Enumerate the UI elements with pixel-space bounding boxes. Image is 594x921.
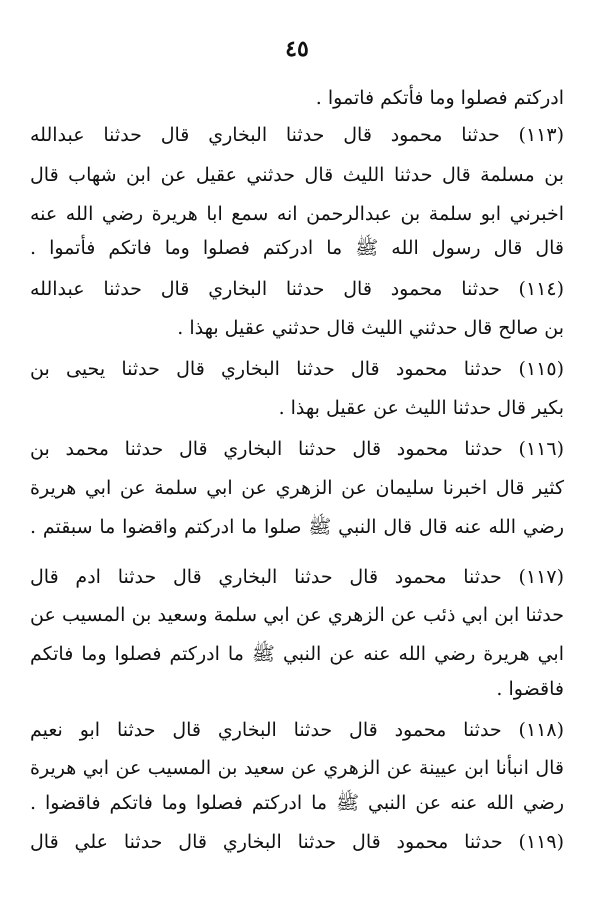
text-line: بن صالح قال حدثني الليث قال حدثني عقيل بهذا . [177,317,564,339]
text-line: قال انبأنا ابن عيينة عن الزهري عن سعيد بن المسيب عن ابي هريرة [30,757,564,779]
text-line: كثير قال اخبرنا سليمان عن الزهري عن ابي سلمة عن ابي هريرة [30,477,564,499]
text-line: قال قال رسول الله ﷺ ما ادركتم فصلوا وما فاتكم فأتموا . [30,237,564,259]
hadith-116-heading: (١١٦) حدثنا محمود قال حدثنا البخاري قال حدثنا محمد بن [30,438,564,460]
text-line: ابي هريرة رضي الله عنه عن النبي ﷺ ما ادركتم فصلوا وما فاتكم [30,643,564,665]
hadith-119-heading: (١١٩) حدثنا محمود قال حدثنا البخاري قال حدثنا علي قال [30,831,564,853]
hadith-114-heading: (١١٤) حدثنا محمود قال حدثنا البخاري قال حدثنا عبدالله [30,278,564,300]
page-number: ٤٥ [285,36,309,62]
text-line: رضي الله عنه قال قال النبي ﷺ صلوا ما ادركتم واقضوا ما سبقتم . [30,516,564,538]
hadith-115-heading: (١١٥) حدثنا محمود قال حدثنا البخاري قال حدثنا يحيى بن [30,358,564,380]
text-line: فاقضوا . [496,678,564,700]
hadith-118-heading: (١١٨) حدثنا محمود قال حدثنا البخاري قال حدثنا ابو نعيم [30,719,564,741]
text-line: ادركتم فصلوا وما فأتكم فاتموا . [315,87,564,109]
text-line: رضي الله عنه عن النبي ﷺ ما ادركتم فصلوا وما فاتكم فاقضوا . [30,792,564,814]
text-line: اخبرني ابو سلمة بن عبدالرحمن انه سمع ابا هريرة رضي الله عنه [30,203,564,225]
hadith-117-heading: (١١٧) حدثنا محمود قال حدثنا البخاري قال حدثنا ادم قال [30,566,564,588]
text-line: حدثنا ابن ابي ذئب عن الزهري عن ابي سلمة وسعيد بن المسيب عن [30,604,564,626]
hadith-113-heading: (١١٣) حدثنا محمود قال حدثنا البخاري قال حدثنا عبدالله [30,124,564,146]
text-line: بكير قال حدثنا الليث عن عقيل بهذا . [278,397,564,419]
text-line: بن مسلمة قال حدثنا الليث قال حدثني عقيل عن ابن شهاب قال [30,164,564,186]
